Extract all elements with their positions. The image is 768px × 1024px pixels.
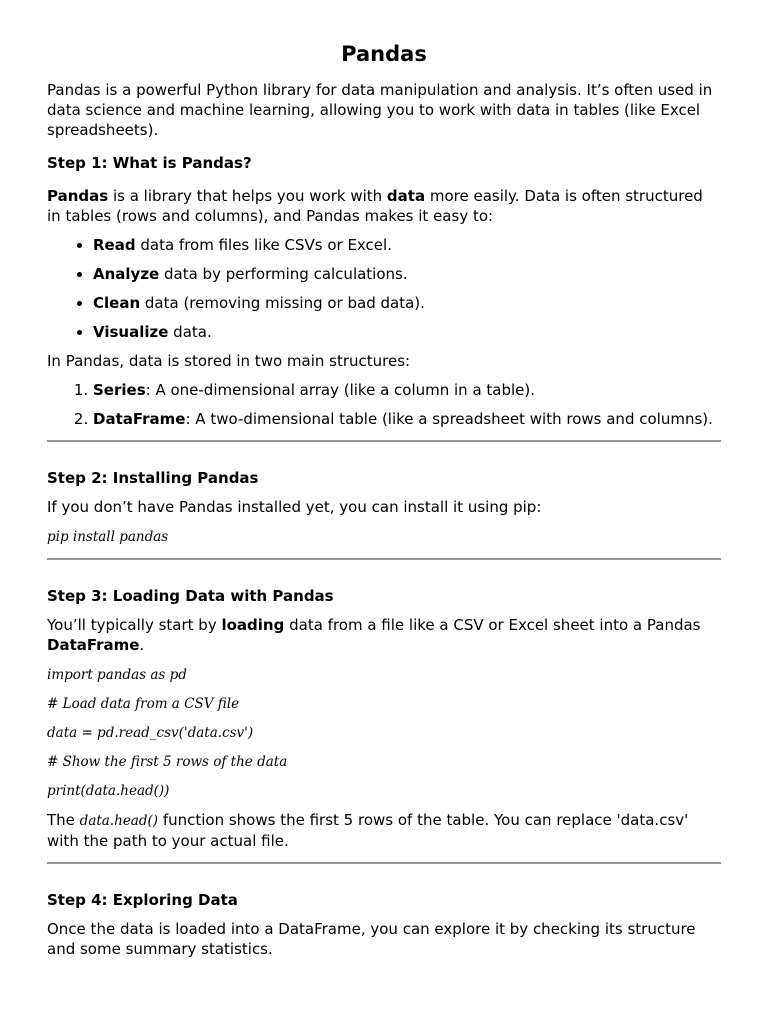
step2-heading: Step 2: Installing Pandas [47, 469, 259, 487]
step1-paragraph [47, 186, 721, 226]
text: data from files like CSVs or Excel. [135, 236, 392, 254]
intro-paragraph: Pandas is a powerful Python library for data manipulation and analysis. It’s often used in data science and machine learning, allowing you to work with data in tables (like Excel spreadsheets). [47, 81, 713, 139]
step3-explanation [47, 810, 721, 851]
text: The [47, 811, 80, 829]
step4-paragraph: Once the data is loaded into a DataFrame, you can explore it by checking its structure and some summary statistics. [47, 920, 696, 958]
code-line: # Show the first 5 rows of the data [47, 754, 288, 770]
text: data by performing calculations. [159, 265, 408, 283]
step3-heading: Step 3: Loading Data with Pandas [47, 587, 334, 605]
text: : A one-dimensional array (like a column in a table). [145, 381, 536, 399]
step4-heading: Step 4: Exploring Data [47, 891, 238, 909]
divider [47, 440, 721, 442]
divider [47, 558, 721, 560]
bold-text: Read [93, 236, 136, 254]
code-line: import pandas as pd [47, 667, 187, 683]
structures-list [47, 380, 721, 429]
text: You’ll typically start by [47, 616, 222, 634]
text: data from a file like a CSV or Excel sheet into a Pandas [284, 616, 701, 634]
bold-text: Visualize [93, 323, 169, 341]
step2-paragraph: If you don’t have Pandas installed yet, you can install it using pip: [47, 498, 542, 516]
text: data. [168, 323, 212, 341]
text: . [139, 636, 145, 654]
text: : A two-dimensional table (like a spreadsheet with rows and columns). [185, 410, 713, 428]
list-item [93, 264, 721, 284]
text: function shows the first 5 rows of the table. You can replace 'data.csv' with the path to your actual file. [47, 811, 689, 850]
feature-list [47, 235, 721, 342]
list-item [93, 293, 721, 313]
list-item [93, 409, 721, 429]
bold-text: loading [221, 616, 285, 634]
code-line: # Load data from a CSV file [47, 696, 240, 712]
code-line: print(data.head()) [47, 783, 170, 799]
bold-text: DataFrame [47, 636, 140, 654]
divider [47, 862, 721, 864]
list-item [93, 235, 721, 255]
bold-text: Clean [93, 294, 141, 312]
code-line: pip install pandas [47, 529, 169, 545]
structures-intro: In Pandas, data is stored in two main structures: [47, 352, 411, 370]
bold-text: Series [93, 381, 146, 399]
list-item [93, 322, 721, 342]
inline-code: data.head() [79, 813, 159, 829]
text: data (removing missing or bad data). [140, 294, 425, 312]
step1-heading: Step 1: What is Pandas? [47, 154, 252, 172]
bold-text: Analyze [93, 265, 160, 283]
bold-text: data [386, 187, 426, 205]
step3-paragraph [47, 615, 721, 655]
text: is a library that helps you work with [108, 187, 387, 205]
list-item [93, 380, 721, 400]
page-title: Pandas [341, 42, 427, 66]
bold-text: Pandas [47, 187, 109, 205]
code-line: data = pd.read_csv('data.csv') [47, 725, 254, 741]
text: more easily. Data is often structured in tables (rows and columns), and Pandas makes it easy to: [47, 187, 703, 225]
bold-text: DataFrame [93, 410, 186, 428]
